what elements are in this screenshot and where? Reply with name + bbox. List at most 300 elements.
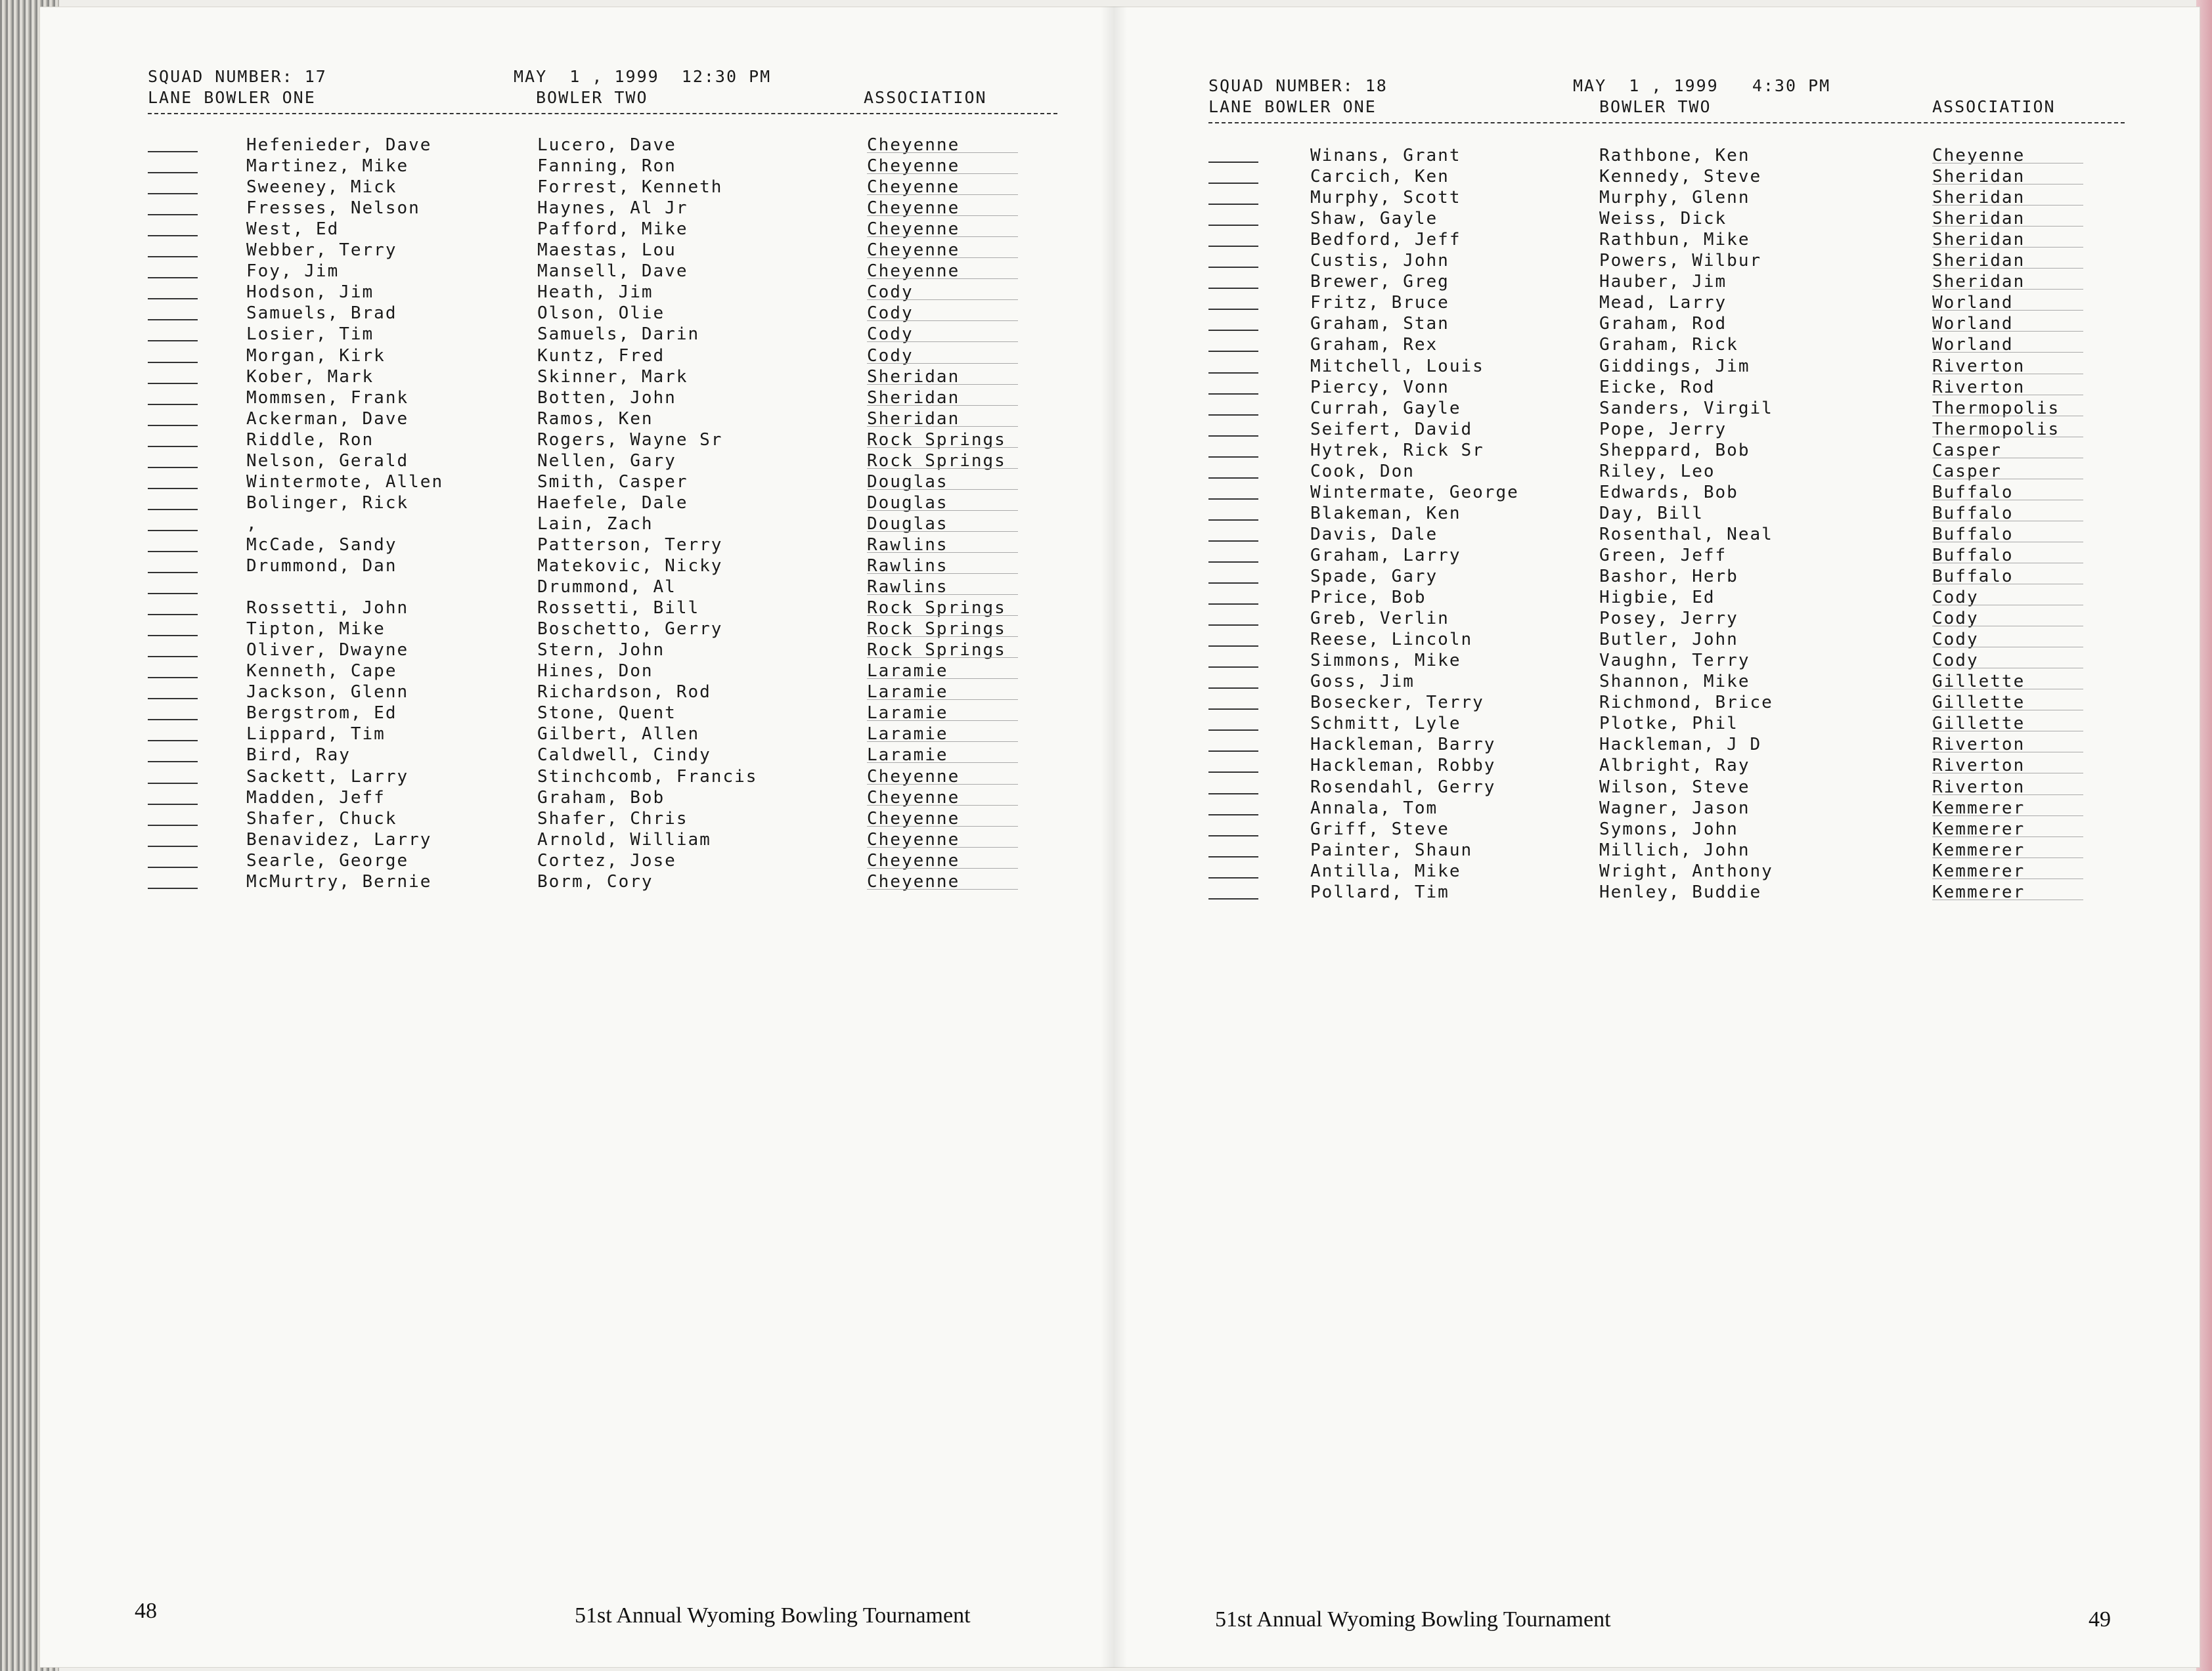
table-row — [1208, 188, 2128, 209]
bowler-one: Goss, Jim — [1310, 672, 1415, 692]
bowler-two: Richardson, Rod — [537, 682, 711, 703]
lane-blank[interactable] — [1208, 814, 1258, 815]
table-row — [148, 346, 1061, 367]
bowler-two: Plotke, Phil — [1599, 714, 1738, 734]
association-underline — [1932, 226, 2083, 227]
association: Sheridan — [867, 366, 960, 387]
bowler-one: Jackson, Glenn — [246, 682, 409, 703]
table-row — [148, 872, 1061, 893]
bowler-two: Rathbun, Mike — [1599, 230, 1750, 250]
association-underline — [1932, 836, 2083, 837]
association-underline — [867, 278, 1018, 279]
bowler-one: Cook, Don — [1310, 461, 1415, 481]
association-underline — [1932, 815, 2083, 816]
lane-blank[interactable] — [1208, 856, 1258, 857]
bowler-one: McCade, Sandy — [246, 534, 397, 555]
lane-blank[interactable] — [148, 677, 198, 678]
bowler-two: Caldwell, Cindy — [537, 745, 711, 766]
header-rule — [1208, 122, 2125, 123]
association: Cheyenne — [867, 135, 960, 155]
bowler-two: Edwards, Bob — [1599, 482, 1738, 502]
association: Cody — [867, 303, 914, 324]
table-row — [1208, 378, 2128, 399]
lane-blank[interactable] — [1208, 246, 1258, 247]
bowler-two: Olson, Olie — [537, 303, 665, 324]
lane-blank[interactable] — [148, 214, 198, 215]
association: Sheridan — [1932, 272, 2025, 292]
association: Cheyenne — [867, 240, 960, 261]
table-row — [1208, 777, 2128, 798]
bowler-one: Webber, Terry — [246, 240, 397, 261]
lane-blank[interactable] — [1208, 540, 1258, 542]
lane-blank[interactable] — [1208, 267, 1258, 268]
table-row — [1208, 399, 2128, 420]
bowler-one: Benavidez, Larry — [246, 829, 432, 850]
lane-blank[interactable] — [148, 383, 198, 384]
association-underline — [867, 636, 1018, 637]
association: Buffalo — [1932, 482, 2014, 502]
association: Sheridan — [1932, 230, 2025, 250]
lane-blank[interactable] — [1208, 519, 1258, 521]
association-underline — [867, 426, 1018, 427]
lane-blank[interactable] — [1208, 414, 1258, 416]
table-row — [1208, 630, 2128, 651]
association: Cody — [867, 345, 914, 366]
table-row — [1208, 314, 2128, 335]
col-lane-bowler-one: LANE BOWLER ONE — [148, 88, 316, 107]
association-underline — [867, 236, 1018, 237]
bowler-one: Wintermate, George — [1310, 482, 1519, 502]
lane-blank[interactable] — [1208, 708, 1258, 710]
lane-blank[interactable] — [1208, 666, 1258, 668]
association-underline — [867, 215, 1018, 216]
association-underline — [867, 573, 1018, 574]
table-row — [148, 577, 1061, 598]
association: Kemmerer — [1932, 798, 2025, 818]
bowler-one: Rosendahl, Gerry — [1310, 777, 1496, 797]
bowler-two: Green, Jeff — [1599, 545, 1727, 565]
bowler-two: Graham, Rick — [1599, 335, 1738, 355]
bowler-two: Samuels, Darin — [537, 324, 700, 345]
bowler-two: Wagner, Jason — [1599, 798, 1750, 818]
bowler-one: Seifert, David — [1310, 419, 1473, 439]
bowler-two: Eicke, Rod — [1599, 377, 1715, 397]
association-underline — [867, 741, 1018, 742]
bowler-two: Wright, Anthony — [1599, 861, 1773, 881]
lane-blank[interactable] — [148, 193, 198, 194]
association-underline — [867, 405, 1018, 406]
table-row — [1208, 588, 2128, 609]
association-underline — [867, 194, 1018, 195]
bowler-one: Graham, Stan — [1310, 314, 1449, 334]
table-row — [1208, 420, 2128, 441]
bowler-one: Ackerman, Dave — [246, 408, 409, 429]
lane-blank[interactable] — [148, 593, 198, 594]
col-bowler-two: BOWLER TWO — [1599, 97, 1712, 116]
bowler-two: Graham, Rod — [1599, 314, 1727, 334]
table-row — [148, 851, 1061, 872]
association-underline — [867, 889, 1018, 890]
bowler-two: Arnold, William — [537, 829, 711, 850]
association: Cheyenne — [867, 766, 960, 787]
bowler-two: Vaughn, Terry — [1599, 651, 1750, 671]
bowler-two: Bashor, Herb — [1599, 567, 1738, 586]
table-row — [148, 388, 1061, 409]
bowler-two: Forrest, Kenneth — [537, 177, 723, 198]
association: Buffalo — [1932, 524, 2014, 544]
bowler-two: Boschetto, Gerry — [537, 619, 723, 640]
lane-blank[interactable] — [1208, 435, 1258, 437]
bowler-one: Antilla, Mike — [1310, 861, 1461, 881]
association-underline — [867, 847, 1018, 848]
table-row — [148, 451, 1061, 472]
association: Thermopolis — [1932, 419, 2060, 439]
association-underline — [867, 510, 1018, 511]
table-row — [1208, 525, 2128, 546]
lane-blank[interactable] — [1208, 750, 1258, 752]
association: Worland — [1932, 293, 2014, 313]
association: Buffalo — [1932, 567, 2014, 586]
association-underline — [867, 826, 1018, 827]
table-row — [1208, 293, 2128, 314]
lane-blank[interactable] — [1208, 793, 1258, 794]
association-underline — [867, 447, 1018, 448]
lane-blank[interactable] — [1208, 351, 1258, 352]
association: Cheyenne — [867, 198, 960, 219]
bowler-one: Oliver, Dwayne — [246, 640, 409, 661]
lane-blank[interactable] — [1208, 372, 1258, 374]
bowler-two: Rathbone, Ken — [1599, 146, 1750, 165]
table-row — [148, 324, 1061, 345]
bowler-one: Mommsen, Frank — [246, 387, 409, 408]
table-row — [148, 703, 1061, 724]
association: Sheridan — [1932, 167, 2025, 187]
bowler-two: Higbie, Ed — [1599, 588, 1715, 608]
association-underline — [867, 489, 1018, 490]
lane-blank[interactable] — [1208, 162, 1258, 163]
association: Kemmerer — [1932, 882, 2025, 902]
lane-blank[interactable] — [148, 340, 198, 341]
association: Sheridan — [1932, 209, 2025, 229]
bowler-one: Losier, Tim — [246, 324, 374, 345]
association: Casper — [1932, 440, 2002, 460]
bowler-one: Bosecker, Terry — [1310, 693, 1484, 713]
lane-blank[interactable] — [148, 467, 198, 468]
bowler-one: Sackett, Larry — [246, 766, 409, 787]
association: Cheyenne — [867, 829, 960, 850]
bowler-one: Madden, Jeff — [246, 787, 386, 808]
bowler-one: Graham, Rex — [1310, 335, 1438, 355]
bowler-one: Winans, Grant — [1310, 146, 1461, 165]
lane-blank[interactable] — [1208, 835, 1258, 836]
lane-blank[interactable] — [1208, 477, 1258, 479]
bowler-two: Patterson, Terry — [537, 534, 723, 555]
bowler-one: Searle, George — [246, 850, 409, 871]
lane-blank[interactable] — [1208, 330, 1258, 331]
association-underline — [867, 762, 1018, 763]
association: Gillette — [1932, 693, 2025, 713]
bowler-two: Stern, John — [537, 640, 665, 661]
lane-blank[interactable] — [148, 888, 198, 889]
association: Cheyenne — [867, 850, 960, 871]
association-underline — [1932, 268, 2083, 269]
bowler-one: Foy, Jim — [246, 261, 340, 282]
lane-blank[interactable] — [148, 446, 198, 447]
lane-blank[interactable] — [148, 425, 198, 426]
association: Kemmerer — [1932, 840, 2025, 860]
lane-blank[interactable] — [148, 867, 198, 868]
lane-blank[interactable] — [148, 825, 198, 826]
bowler-two: Hackleman, J D — [1599, 735, 1762, 755]
lane-blank[interactable] — [1208, 498, 1258, 500]
table-row — [148, 177, 1061, 198]
table-row — [1208, 567, 2128, 588]
lane-blank[interactable] — [1208, 645, 1258, 647]
association: Cody — [867, 282, 914, 303]
table-row — [1208, 167, 2128, 188]
bowler-one: Pollard, Tim — [1310, 882, 1449, 902]
association-underline — [867, 699, 1018, 700]
lane-blank[interactable] — [1208, 603, 1258, 605]
table-row — [1208, 861, 2128, 882]
association: Riverton — [1932, 756, 2025, 776]
table-row — [148, 661, 1061, 682]
lane-blank[interactable] — [1208, 225, 1258, 226]
association: Cheyenne — [867, 219, 960, 240]
bowler-one: Bergstrom, Ed — [246, 703, 397, 724]
association: Sheridan — [867, 387, 960, 408]
lane-blank[interactable] — [148, 151, 198, 152]
lane-blank[interactable] — [148, 362, 198, 363]
lane-blank[interactable] — [1208, 624, 1258, 626]
bowler-two: Pafford, Mike — [537, 219, 688, 240]
association-underline — [867, 552, 1018, 553]
association: Buffalo — [1932, 503, 2014, 523]
lane-blank[interactable] — [148, 761, 198, 762]
lane-blank[interactable] — [1208, 771, 1258, 773]
table-row — [148, 535, 1061, 556]
bowler-one: Fresses, Nelson — [246, 198, 420, 219]
bowler-one: Simmons, Mike — [1310, 651, 1461, 671]
association: Laramie — [867, 682, 948, 703]
lane-blank[interactable] — [148, 277, 198, 278]
lane-blank[interactable] — [148, 572, 198, 573]
lane-blank[interactable] — [148, 509, 198, 510]
association-underline — [867, 720, 1018, 721]
bowler-one: Piercy, Vonn — [1310, 377, 1449, 397]
bowler-two: Maestas, Lou — [537, 240, 676, 261]
association-underline — [867, 320, 1018, 321]
table-row — [148, 156, 1061, 177]
bowler-one: Samuels, Brad — [246, 303, 397, 324]
bowler-one: Murphy, Scott — [1310, 188, 1461, 208]
association: Cody — [1932, 630, 1979, 650]
bowler-one: Morgan, Kirk — [246, 345, 386, 366]
association-underline — [867, 173, 1018, 174]
association: Cheyenne — [1932, 146, 2025, 165]
association: Douglas — [867, 492, 948, 513]
bowler-two: Powers, Wilbur — [1599, 251, 1762, 271]
association-underline — [867, 468, 1018, 469]
lane-blank[interactable] — [148, 298, 198, 299]
bowler-two: Wilson, Steve — [1599, 777, 1750, 797]
lane-blank[interactable] — [148, 551, 198, 552]
bowler-two: Albright, Ray — [1599, 756, 1750, 776]
table-row — [1208, 146, 2128, 167]
bowler-one: Hefenieder, Dave — [246, 135, 432, 155]
association-underline — [867, 657, 1018, 658]
col-bowler-two: BOWLER TWO — [536, 88, 648, 107]
lane-blank[interactable] — [148, 235, 198, 236]
table-row — [1208, 882, 2128, 903]
table-row — [148, 724, 1061, 745]
table-row — [148, 809, 1061, 830]
association: Kemmerer — [1932, 819, 2025, 839]
left-page — [39, 7, 1143, 1668]
bowler-one: Tipton, Mike — [246, 619, 386, 640]
lane-blank[interactable] — [1208, 729, 1258, 731]
lane-blank[interactable] — [148, 783, 198, 784]
association: Douglas — [867, 513, 948, 534]
bowler-two: Gilbert, Allen — [537, 724, 700, 745]
table-row — [148, 261, 1061, 282]
bowler-one: Hodson, Jim — [246, 282, 374, 303]
table-row — [148, 198, 1061, 219]
association-underline — [867, 594, 1018, 595]
lane-blank[interactable] — [1208, 898, 1258, 900]
lane-blank[interactable] — [1208, 456, 1258, 458]
lane-blank[interactable] — [1208, 877, 1258, 879]
lane-blank[interactable] — [148, 488, 198, 489]
lane-blank[interactable] — [148, 404, 198, 405]
bowler-one: Reese, Lincoln — [1310, 630, 1473, 650]
association: Cheyenne — [867, 177, 960, 198]
association: Cheyenne — [867, 808, 960, 829]
table-row — [1208, 693, 2128, 714]
lane-blank[interactable] — [148, 614, 198, 615]
lane-blank[interactable] — [148, 172, 198, 173]
lane-blank[interactable] — [1208, 393, 1258, 395]
association-underline — [867, 363, 1018, 364]
lane-blank[interactable] — [148, 530, 198, 531]
squad-number-label: SQUAD NUMBER: 17 — [148, 67, 327, 86]
bowler-one: Custis, John — [1310, 251, 1449, 271]
bowler-two: Nellen, Gary — [537, 450, 676, 471]
table-row — [148, 767, 1061, 788]
lane-blank[interactable] — [148, 804, 198, 805]
association-underline — [867, 299, 1018, 300]
bowler-two: Sanders, Virgil — [1599, 398, 1773, 418]
lane-blank[interactable] — [148, 719, 198, 720]
bowler-one: Currah, Gayle — [1310, 398, 1461, 418]
bowler-two: Borm, Cory — [537, 871, 653, 892]
association: Riverton — [1932, 735, 2025, 755]
bowler-two: Smith, Casper — [537, 471, 688, 492]
bowler-one: Lippard, Tim — [246, 724, 386, 745]
bowler-two: Kuntz, Fred — [537, 345, 665, 366]
lane-blank[interactable] — [1208, 183, 1258, 184]
association: Laramie — [867, 703, 948, 724]
association: Rock Springs — [867, 450, 1006, 471]
bowler-two: Symons, John — [1599, 819, 1738, 839]
lane-blank[interactable] — [148, 319, 198, 320]
page-number: 48 — [135, 1599, 157, 1623]
association-underline — [1932, 352, 2083, 353]
lane-blank[interactable] — [148, 635, 198, 636]
association-underline — [867, 384, 1018, 385]
squad-date-time: MAY 1 , 1999 12:30 PM — [514, 67, 772, 86]
col-association: ASSOCIATION — [1932, 97, 2056, 116]
lane-blank[interactable] — [1208, 561, 1258, 563]
lane-blank[interactable] — [1208, 288, 1258, 289]
bowler-one: Rossetti, John — [246, 598, 409, 618]
lane-blank[interactable] — [1208, 582, 1258, 584]
association-underline — [867, 615, 1018, 616]
association: Cody — [867, 324, 914, 345]
association: Laramie — [867, 661, 948, 682]
bowler-two: Posey, Jerry — [1599, 609, 1738, 629]
table-row — [148, 472, 1061, 493]
association: Casper — [1932, 461, 2002, 481]
bowler-one: Bird, Ray — [246, 745, 351, 766]
association-underline — [1932, 247, 2083, 248]
bowler-two: Haynes, Al Jr — [537, 198, 688, 219]
book-gutter — [1101, 7, 1127, 1668]
table-row — [1208, 441, 2128, 462]
association: Rock Springs — [867, 619, 1006, 640]
association: Douglas — [867, 471, 948, 492]
association: Gillette — [1932, 714, 2025, 734]
page-footer: 51st Annual Wyoming Bowling Tournament — [575, 1603, 971, 1628]
table-row — [1208, 272, 2128, 293]
association: Cheyenne — [867, 261, 960, 282]
table-row — [148, 303, 1061, 324]
table-row — [148, 219, 1061, 240]
bowler-one: Riddle, Ron — [246, 429, 374, 450]
bowler-one: McMurtry, Bernie — [246, 871, 432, 892]
lane-blank[interactable] — [148, 846, 198, 847]
association: Thermopolis — [1932, 398, 2060, 418]
association: Riverton — [1932, 777, 2025, 797]
bowler-two: Matekovic, Nicky — [537, 556, 723, 576]
lane-blank[interactable] — [1208, 309, 1258, 310]
bowler-one: Bedford, Jeff — [1310, 230, 1461, 250]
association: Riverton — [1932, 356, 2025, 376]
association-underline — [867, 868, 1018, 869]
table-row — [148, 135, 1061, 156]
lane-blank[interactable] — [1208, 687, 1258, 689]
page-number: 49 — [2089, 1607, 2111, 1632]
table-row — [148, 430, 1061, 451]
bowler-one: Schmitt, Lyle — [1310, 714, 1461, 734]
table-row — [1208, 756, 2128, 777]
bowler-one: Greb, Verlin — [1310, 609, 1449, 629]
lane-blank[interactable] — [148, 698, 198, 699]
bowler-two: Hines, Don — [537, 661, 653, 682]
lane-blank[interactable] — [148, 740, 198, 741]
lane-blank[interactable] — [148, 256, 198, 257]
table-row — [148, 619, 1061, 640]
lane-blank[interactable] — [148, 656, 198, 657]
association: Cheyenne — [867, 871, 960, 892]
table-row — [148, 598, 1061, 619]
bowler-one: Nelson, Gerald — [246, 450, 409, 471]
table-row — [148, 493, 1061, 514]
bowler-one: Annala, Tom — [1310, 798, 1438, 818]
table-row — [1208, 714, 2128, 735]
lane-blank[interactable] — [1208, 204, 1258, 205]
bowler-two: Ramos, Ken — [537, 408, 653, 429]
